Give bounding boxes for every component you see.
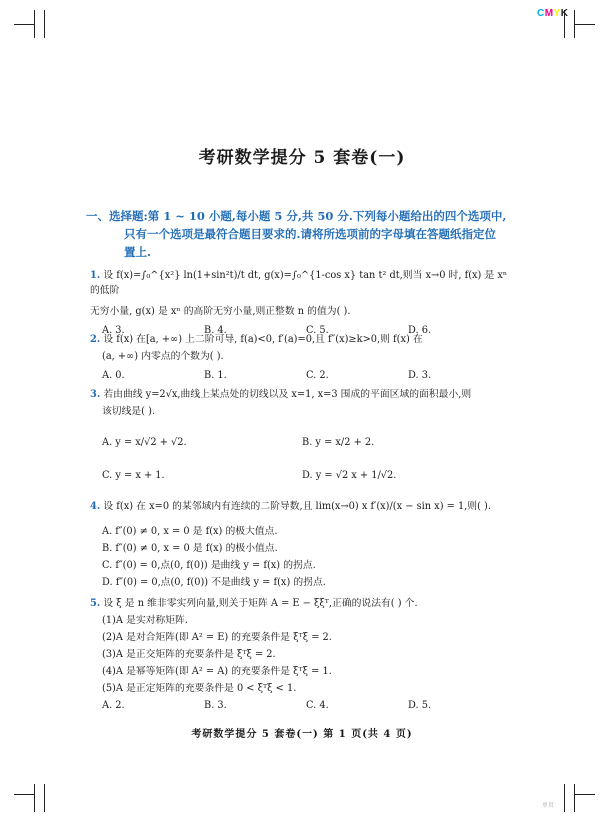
cmyk-c: C	[537, 8, 545, 19]
option-b: B. 3.	[204, 700, 227, 711]
list-item: (2)A 是对合矩阵(即 A² = E) 的充要条件是 ξᵀξ = 2.	[102, 632, 332, 643]
option-b: B. y = x/2 + 2.	[302, 437, 375, 448]
option-d: D. y = √2 x + 1/√2.	[302, 470, 397, 481]
corner-label: 单页	[542, 803, 555, 809]
crop-mark	[564, 784, 565, 812]
crop-mark	[575, 24, 595, 25]
page-title: 考研数学提分 5 套卷(一)	[198, 148, 406, 168]
option-b: B. 1.	[204, 370, 227, 381]
option-c: C. 2.	[306, 370, 329, 381]
option-a: A. 0.	[102, 370, 125, 381]
crop-mark	[14, 794, 34, 795]
section-header	[86, 207, 526, 261]
option-d: D. 3.	[408, 370, 432, 381]
question-text: 设 f(x) 在 x=0 的某邻域内有连续的二阶导数,且 lim(x→0) x f′(x)/(x − sin x) = 1,则( ).	[103, 501, 491, 512]
options	[90, 698, 520, 713]
question-text: 该切线是( ).	[102, 406, 156, 417]
cmyk-y: Y	[553, 8, 561, 19]
section-line: 一、选择题:第 1 ~ 10 小题,每小题 5 分,共 50 分.下列每小题给出的四个选项中,	[86, 209, 507, 223]
crop-mark	[44, 784, 45, 812]
question-text: 无穷小量, g(x) 是 xⁿ 的高阶无穷小量,则正整数 n 的值为( ).	[90, 306, 351, 317]
list-item: (5)A 是正定矩阵的充要条件是 0 < ξᵀξ < 1.	[102, 683, 297, 694]
list-item: (3)A 是正交矩阵的充要条件是 ξᵀξ = 2.	[102, 649, 276, 660]
crop-mark	[34, 10, 35, 38]
question-text: (a, +∞) 内零点的个数为( ).	[102, 351, 224, 362]
crop-mark	[574, 784, 575, 812]
crop-mark	[34, 784, 35, 812]
option-a: A. 3.	[102, 325, 125, 336]
question-4	[90, 499, 520, 590]
option-a: A. f″(0) ≠ 0, x = 0 是 f(x) 的极大值点.	[102, 526, 278, 537]
option-c: C. 4.	[306, 700, 329, 711]
option-a: A. 2.	[102, 700, 125, 711]
option-b: B. f″(0) ≠ 0, x = 0 是 f(x) 的极小值点.	[102, 543, 278, 554]
question-2	[90, 332, 520, 383]
question-number: 5.	[90, 598, 101, 609]
question-text: 设 f(x)=∫₀^{x²} ln(1+sin²t)/t dt, g(x)=∫₀^{1-cos x} tan t² dt,则当 x→0 时, f(x) 是 xⁿ 的低阶	[90, 270, 508, 296]
section-line: 只有一个选项是最符合题目要求的.请将所选项前的字母填在答题纸指定位	[124, 227, 496, 241]
cmyk-m: M	[544, 8, 554, 19]
crop-mark	[575, 794, 595, 795]
options	[90, 468, 520, 483]
section-line: 置上.	[124, 245, 152, 259]
option-c: C. y = x + 1.	[102, 470, 165, 481]
question-number: 3.	[90, 389, 101, 400]
question-text: 若由曲线 y=2√x,曲线上某点处的切线以及 x=1, x=3 围成的平面区域的面积最小,则	[103, 389, 472, 400]
option-c: C. f″(0) = 0,点(0, f(0)) 是曲线 y = f(x) 的拐点.	[102, 560, 316, 571]
option-a: A. y = x/√2 + √2.	[102, 437, 187, 448]
question-number: 1.	[90, 270, 101, 281]
option-c: C. 5.	[306, 325, 329, 336]
option-d: D. 6.	[408, 325, 432, 336]
option-d: D. 5.	[408, 700, 432, 711]
options	[90, 435, 520, 450]
question-text: 设 ξ 是 n 维非零实列向量,则关于矩阵 A = E − ξξᵀ,正确的说法有( ) 个.	[103, 598, 418, 609]
question-number: 2.	[90, 334, 101, 345]
cmyk-marker	[537, 8, 568, 19]
question-text: 设 f(x) 在[a, +∞) 上二阶可导, f(a)<0, f′(a)=0,且 f″(x)≥k>0,则 f(x) 在	[103, 334, 423, 345]
section-instructions	[86, 207, 526, 261]
list-item: (4)A 是幂等矩阵(即 A² = A) 的充要条件是 ξᵀξ = 1.	[102, 666, 332, 677]
crop-mark	[14, 24, 34, 25]
page-footer: 考研数学提分 5 套卷(一) 第 1 页(共 4 页)	[191, 729, 413, 740]
question-number: 4.	[90, 501, 101, 512]
question-1	[90, 268, 520, 338]
options	[90, 368, 520, 383]
question-5	[90, 596, 520, 713]
crop-mark	[44, 10, 45, 38]
list-item: (1)A 是实对称矩阵.	[102, 615, 188, 626]
option-b: B. 4.	[204, 325, 227, 336]
cmyk-k: K	[560, 8, 569, 19]
question-3	[90, 387, 520, 483]
option-d: D. f″(0) = 0,点(0, f(0)) 不是曲线 y = f(x) 的拐点.	[102, 577, 326, 588]
